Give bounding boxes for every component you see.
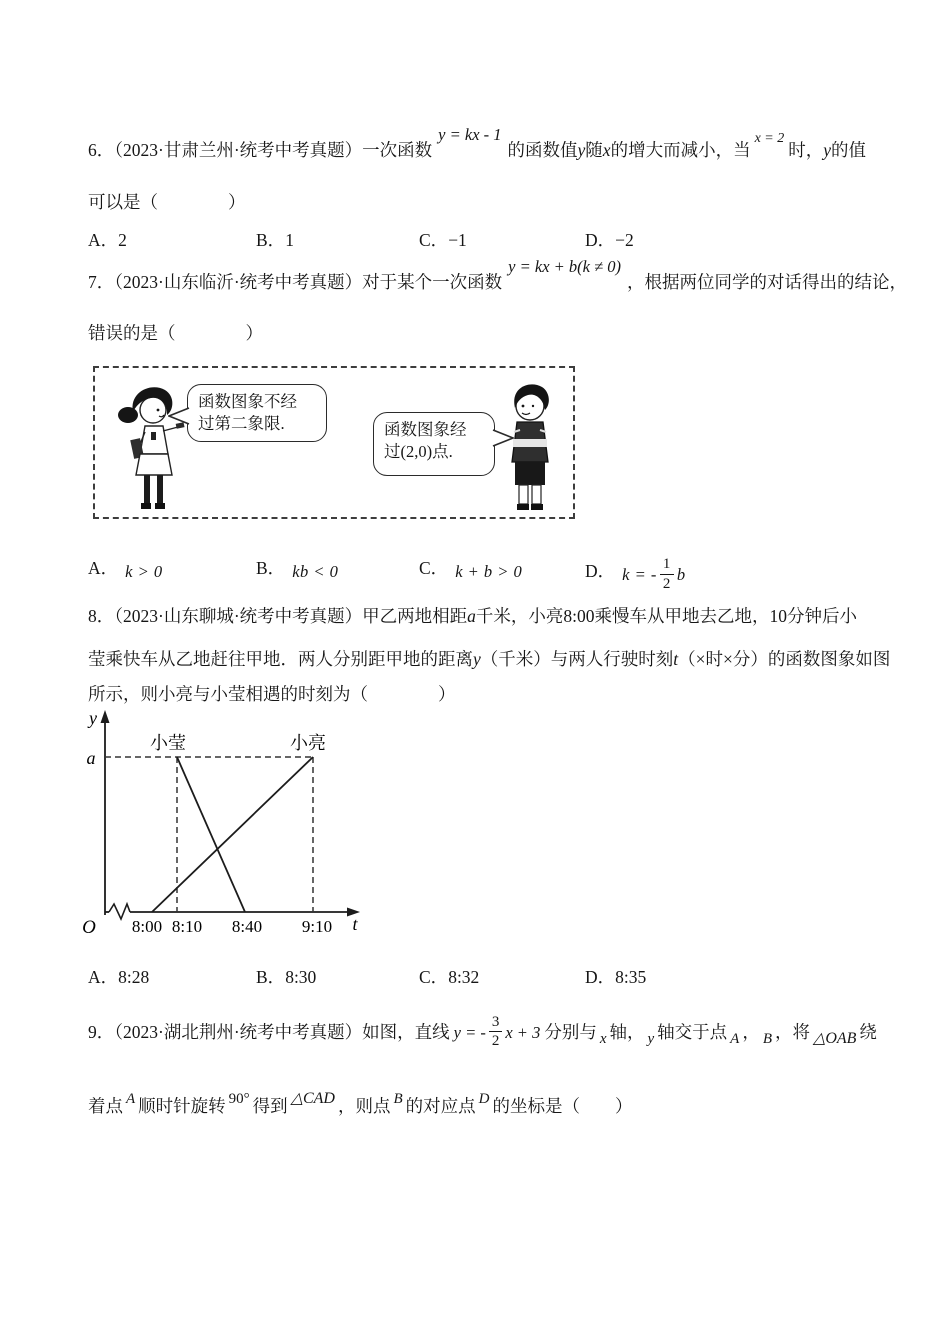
q8-stem-line1 — [88, 604, 857, 628]
origin-label: O — [82, 917, 96, 938]
boy-bubble-text-line1: 函数图象经 — [384, 420, 467, 439]
girl-bubble-text-line1: 函数图象不经 — [198, 392, 297, 411]
option-letter: C． — [419, 967, 449, 987]
fraction — [660, 556, 674, 592]
q6-var-y: y — [823, 140, 832, 160]
q9-text: 的对应点 — [405, 1096, 476, 1116]
q7-option-b — [256, 555, 338, 580]
q6-condition-formula: x = 2 — [754, 131, 785, 146]
q9-text: 分别与 — [544, 1022, 597, 1042]
option-value: 8:30 — [285, 967, 317, 987]
q9-formula-post: x + 3 — [505, 1023, 541, 1042]
q9-text: 顺时针旋转 — [138, 1096, 226, 1116]
q6-lead: 一次函数 — [362, 140, 433, 160]
boy-bubble-text-line2: 过(2,0)点. — [384, 442, 453, 461]
option-letter: B． — [256, 558, 286, 578]
q6-text: 随 — [585, 140, 603, 160]
tick-840: 8:40 — [231, 917, 263, 936]
q9-text: ，则点 — [337, 1096, 391, 1116]
fraction-denominator: 2 — [491, 1033, 500, 1050]
boy-student-illustration — [497, 382, 563, 512]
girl-bubble-text-line2: 过第二象限. — [198, 414, 285, 433]
q9-lead: 如图，直线 — [362, 1022, 450, 1042]
q9-text: 得到 — [252, 1096, 288, 1116]
q6-text: 的值 — [831, 140, 867, 160]
option-value: −2 — [615, 230, 634, 250]
q7-options-row — [0, 555, 950, 592]
q7-option-a — [88, 555, 163, 580]
q8-var-y: y — [473, 649, 481, 669]
t-axis-label: t — [352, 914, 358, 934]
q8-text: 千米，小亮8:00乘慢车从甲地去乙地，10分钟后小 — [475, 606, 858, 626]
q8-stem-line3: 所示，则小亮与小莹相遇的时刻为（ ） — [88, 684, 456, 704]
option-value: 1 — [285, 230, 294, 250]
option-math: kb < 0 — [292, 562, 339, 581]
distance-time-graph — [70, 702, 370, 946]
q9-triangle-cad: △CAD — [290, 1090, 335, 1107]
q7-number: 7． — [88, 272, 115, 292]
girl-speech-bubble — [187, 384, 327, 442]
q7-dialog-figure — [93, 366, 575, 519]
xiaoliang-series-label: 小亮 — [290, 733, 326, 753]
q7-text: ，根据两位同学的对话得出的结论， — [627, 272, 908, 292]
q9-formula-pre: y = - — [453, 1023, 486, 1042]
option-letter: C． — [419, 230, 449, 250]
q7-option-c — [419, 555, 522, 580]
option-letter: B． — [256, 230, 286, 250]
q8-option-a — [88, 964, 149, 989]
q6-stem-line2: 可以是（ ） — [88, 192, 246, 212]
q8-text: 莹乘快车从乙地赶往甲地．两人分别距甲地的距离 — [88, 649, 473, 669]
option-letter: A． — [88, 558, 119, 578]
q9-text: 轴， — [609, 1022, 645, 1042]
option-math: k + b > 0 — [455, 562, 523, 581]
q6-var-x: x — [602, 140, 611, 160]
fraction-denominator: 2 — [662, 575, 671, 592]
q9-rotation-angle: 90° — [228, 1091, 250, 1107]
option-letter: A． — [88, 967, 119, 987]
q6-text: 时， — [788, 140, 824, 160]
q9-text: ， — [742, 1022, 760, 1042]
option-letter: D． — [585, 560, 616, 581]
q6-options-row — [0, 227, 950, 253]
q6-source: （2023·甘肃兰州·统考中考真题） — [114, 140, 363, 160]
q7-formula: y = kx + b(k ≠ 0) — [508, 257, 622, 276]
q8-option-d — [585, 964, 646, 989]
q9-text: 绕 — [859, 1022, 877, 1042]
option-value: 8:35 — [615, 967, 647, 987]
option-letter: D． — [585, 230, 616, 250]
q9-sup-d: D — [478, 1091, 490, 1107]
y-axis-label: y — [89, 708, 97, 728]
q9-sub-x: x — [599, 1031, 607, 1047]
q6-formula: y = kx - 1 — [438, 125, 502, 144]
q6-var-y: y — [577, 140, 586, 160]
q6-text: 的增大而减小，当 — [610, 140, 751, 160]
option-math-post: b — [676, 564, 686, 584]
q6-option-d — [585, 227, 634, 252]
option-math — [622, 556, 686, 592]
option-letter: A． — [88, 230, 119, 250]
q8-source: （2023·山东聊城·统考中考真题） — [114, 606, 363, 626]
q8-var-t: t — [673, 649, 679, 669]
option-value: 8:32 — [448, 967, 480, 987]
q9-text: 着点 — [88, 1096, 123, 1116]
xiaoliang-line — [152, 757, 313, 912]
q9-point-a: A — [730, 1031, 740, 1047]
tick-810: 8:10 — [171, 917, 203, 936]
q8-text: （千米）与两人行驶时刻 — [480, 649, 674, 669]
fraction-numerator: 3 — [489, 1014, 503, 1033]
q9-stem-line1 — [88, 1012, 877, 1054]
q9-sub-y: y — [647, 1031, 655, 1047]
q8-text: （×时×分）的函数图象如图 — [678, 649, 891, 669]
boy-speech-bubble — [373, 412, 495, 476]
q6-option-a — [88, 227, 127, 252]
option-value: −1 — [448, 230, 467, 250]
q8-text: 甲乙两地相距 — [362, 606, 468, 626]
tick-910: 9:10 — [301, 917, 333, 936]
q6-option-c — [419, 227, 467, 252]
option-letter: D． — [585, 967, 616, 987]
q6-number: 6． — [88, 140, 115, 160]
fraction — [489, 1014, 503, 1050]
q7-lead: 对于某个一次函数 — [362, 272, 503, 292]
q6-text: 的函数值 — [507, 140, 578, 160]
q9-text: 的坐标是（ ） — [492, 1096, 633, 1116]
q8-options-row — [0, 964, 950, 990]
a-mark-label: a — [86, 748, 96, 768]
option-math-pre: k = - — [622, 564, 657, 584]
y-axis-arrow — [101, 710, 110, 723]
fraction-numerator: 1 — [660, 556, 674, 575]
q8-option-b — [256, 964, 316, 989]
q9-stem-line2 — [88, 1086, 633, 1128]
q9-source: （2023·湖北荆州·统考中考真题） — [114, 1022, 363, 1042]
option-letter: B． — [256, 967, 286, 987]
xiaoying-line — [177, 757, 245, 912]
option-letter: C． — [419, 558, 449, 578]
q9-triangle-oab: △OAB — [813, 1030, 857, 1047]
q9-sup-b: B — [393, 1091, 403, 1107]
option-math: k > 0 — [125, 562, 163, 581]
q8-stem-line2 — [88, 647, 890, 671]
q9-sup-a: A — [126, 1091, 136, 1107]
speech-bubble-tail-left — [168, 407, 190, 425]
tick-800: 8:00 — [131, 917, 163, 936]
q6-option-b — [256, 227, 294, 252]
axis-break-zigzag — [109, 904, 130, 919]
option-value: 2 — [118, 230, 127, 250]
q7-source: （2023·山东临沂·统考中考真题） — [114, 272, 363, 292]
q9-text: 轴交于点 — [657, 1022, 728, 1042]
q7-stem-line1 — [88, 257, 908, 295]
q8-var-a: a — [467, 606, 476, 626]
q9-point-b: B — [762, 1031, 773, 1047]
q6-stem-line1 — [88, 125, 867, 165]
q8-number: 8． — [88, 606, 115, 626]
q8-option-c — [419, 964, 479, 989]
xiaoying-series-label: 小莹 — [150, 733, 186, 753]
q7-stem-line2: 错误的是（ ） — [88, 323, 263, 343]
q9-text: ，将 — [775, 1022, 811, 1042]
q7-option-d — [585, 555, 686, 591]
option-value: 8:28 — [118, 967, 150, 987]
q9-number: 9． — [88, 1022, 115, 1042]
